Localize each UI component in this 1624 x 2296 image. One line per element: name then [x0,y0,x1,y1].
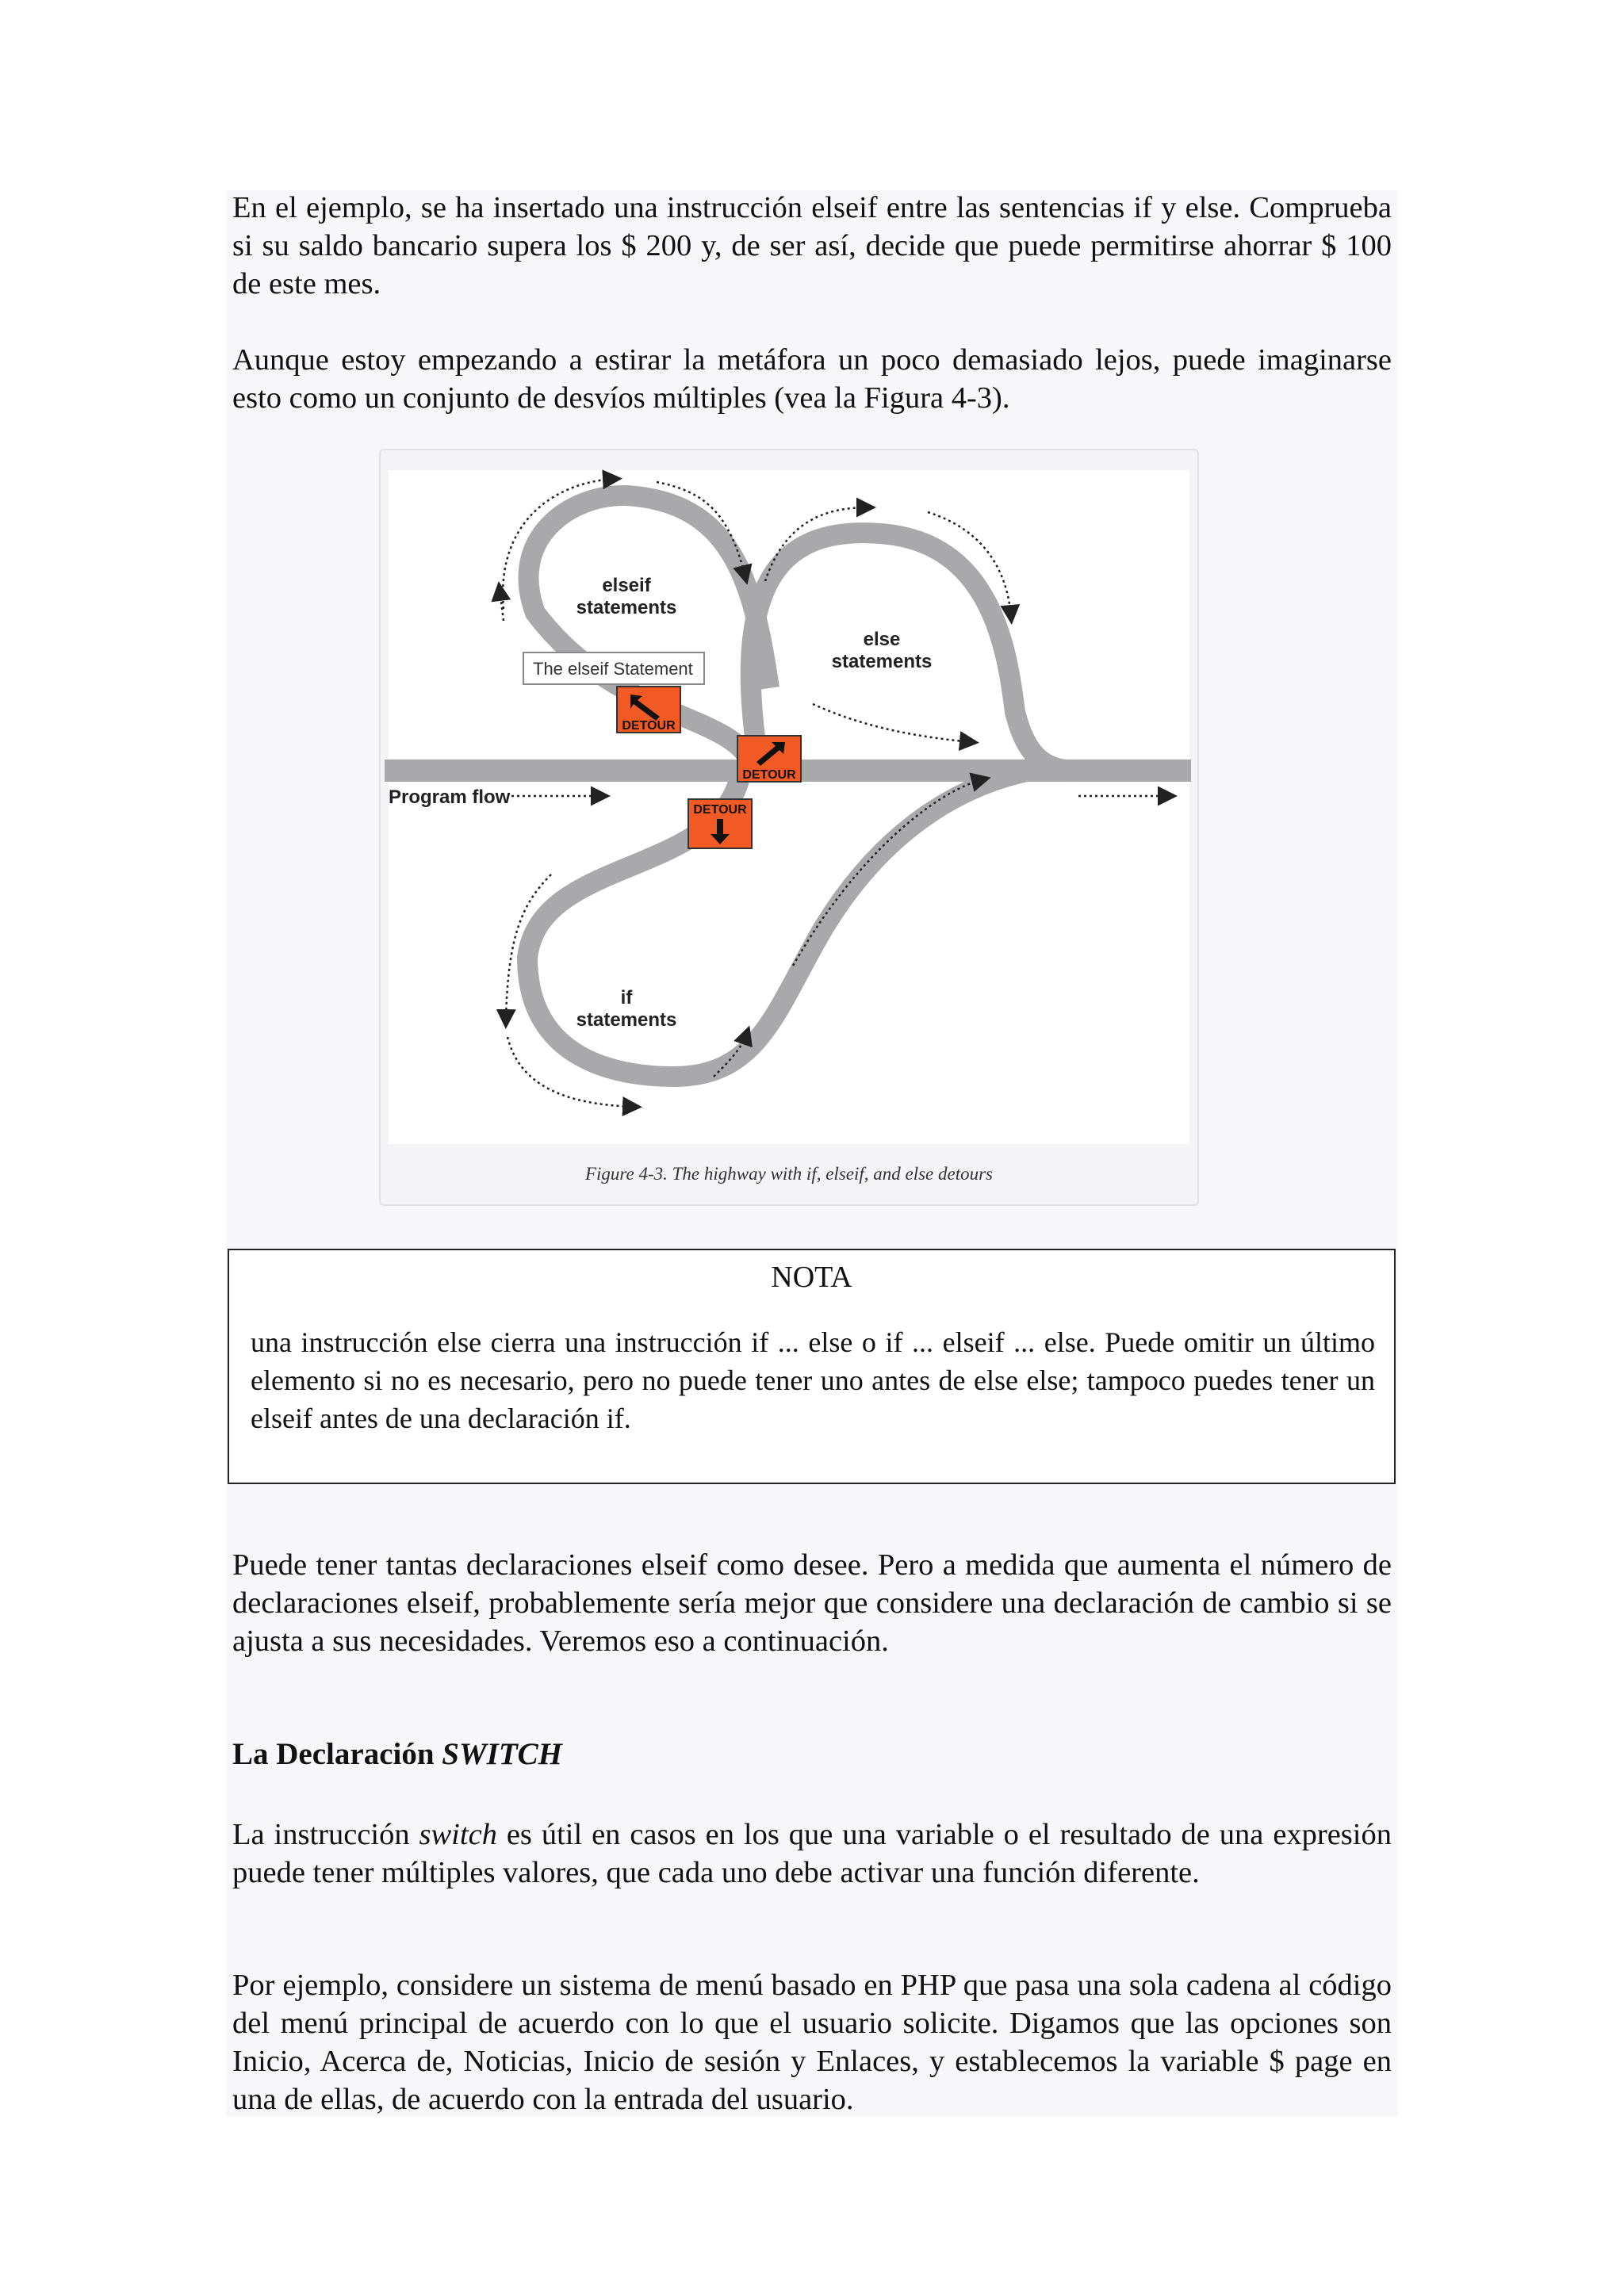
switch-intro-end: es útil en casos en los que una variable o el resultado de una expresión puede tener múltiples valores, que cada uno debe activar una función diferente. [232,1818,1392,1889]
section-heading-switch [232,1736,562,1772]
svg-text:DETOUR: DETOUR [693,803,747,817]
paragraph-elseif-example: En el ejemplo, se ha insertado una instrucción elseif entre las sentencias if y else. Comprueba si su saldo bancario supera los $ 200 y, de ser así, decide que puede permitirse ahorrar $ 100 de este mes. [232,191,1392,300]
paragraph-detour-metaphor: Aunque estoy empezando a estirar la metáfora un poco demasiado lejos, puede imaginarse esto como un conjunto de desvíos múltiples (vea la Figura 4-3). [232,343,1392,415]
figure-highway-detours [379,449,1199,1206]
detour-sign-if [688,799,752,848]
program-flow-label: Program flow [389,786,511,808]
else-label-line2: statements [831,651,933,672]
paragraph-multiple-elseif: Puede tener tantas declaraciones elseif como desee. Pero a medida que aumenta el número de declaraciones elseif, probablemente sería mejor que considere una declaración de cambio si se ajusta a sus necesidades. Veremos eso a continuación. [232,1548,1392,1658]
note-title: NOTA [771,1261,852,1294]
else-label-line1: else [863,629,901,650]
figure-caption: Figure 4-3. The highway with if, elseif, and else detours [584,1164,994,1184]
highway-diagram [381,450,1197,1204]
switch-intro-start: La instrucción [232,1818,419,1851]
svg-text:DETOUR: DETOUR [622,719,676,733]
svg-text:DETOUR: DETOUR [742,768,796,782]
if-label-line2: statements [576,1009,677,1031]
note-box [228,1249,1396,1484]
detour-sign-elseif [617,687,680,733]
note-body: una instrucción else cierra una instrucción if ... else o if ... elseif ... else. Puede omitir un último elemento si no es necesario, pero no puede tener uno antes de else else; tampoco puedes tener un elseif antes de una declaración if. [251,1326,1375,1434]
elseif-label-line2: statements [576,597,677,618]
paragraph-switch-intro [232,1816,1392,1892]
switch-keyword: switch [419,1818,497,1851]
detour-sign-else [737,736,801,782]
svg-text:The elseif Statement: The elseif Statement [533,659,693,679]
heading-emphasis: SWITCH [442,1737,562,1771]
if-label-line1: if [620,987,633,1008]
tooltip-elseif [523,652,704,684]
heading-prefix: La Declaración [232,1737,442,1771]
elseif-label-line1: elseif [602,575,651,596]
paragraph-menu-example: Por ejemplo, considere un sistema de menú basado en PHP que pasa una sola cadena al código del menú principal de acuerdo con lo que el usuario solicite. Digamos que las opciones son Inicio, Acerca de, Noticias, Inicio de sesión y Enlaces, y establecemos la variable $ page en una de ellas, de acuerdo con la entrada del usuario. [232,1969,1392,2116]
